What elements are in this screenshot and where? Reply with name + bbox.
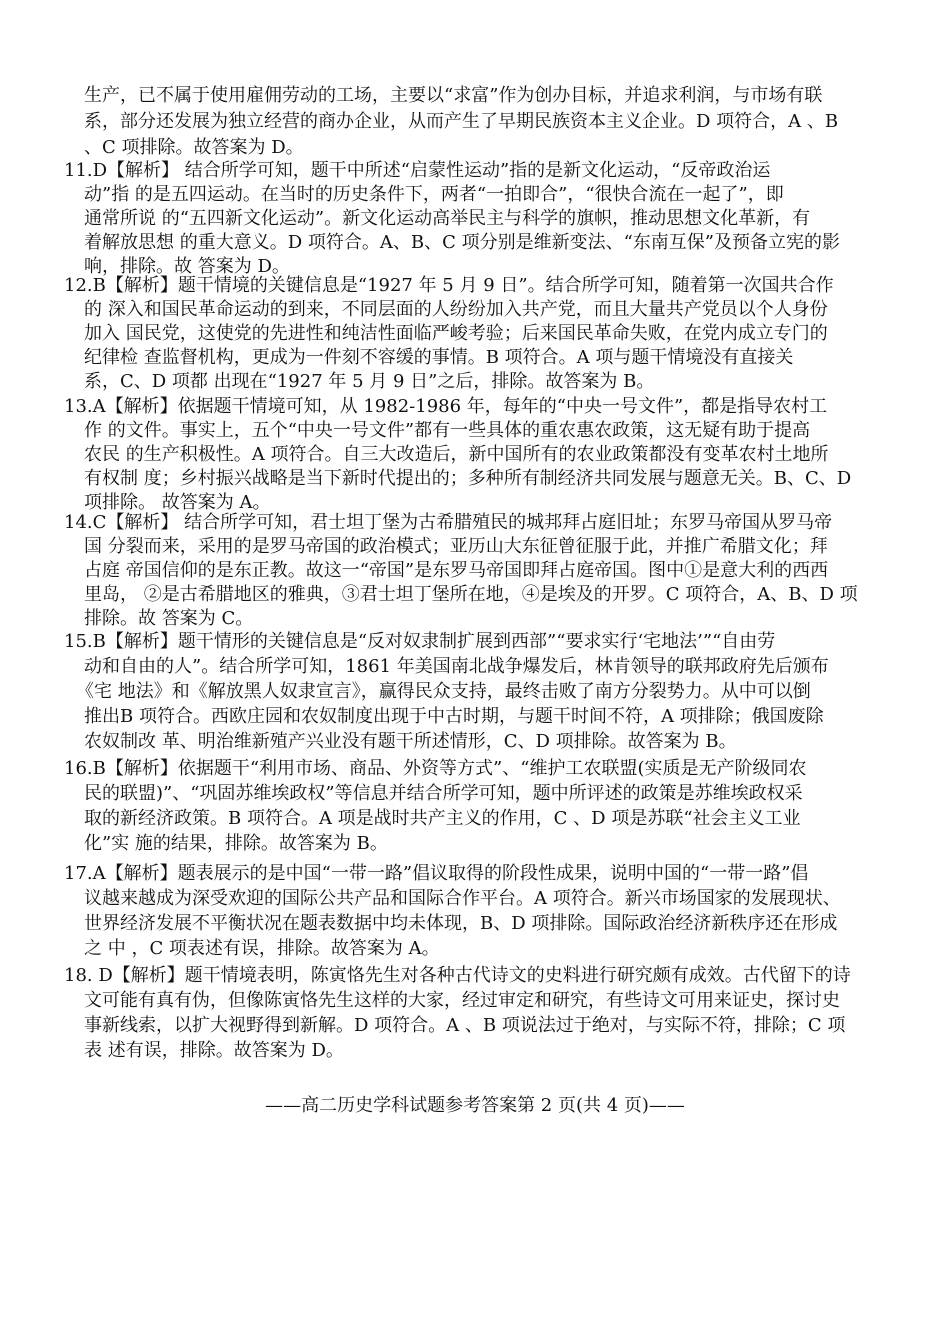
answer-13-line-4: 有权制 度；乡村振兴战略是当下新时代提出的；多种所有制经济共同发展与题意无关。B、C、D: [84, 468, 852, 489]
answer-10-line-2: 系，部分还发展为独立经营的商办企业，从而产生了早期民族资本主义企业。D 项符合，A 、B: [84, 111, 839, 132]
answer-10-line-3: 、C 项排除。故答案为 D。: [84, 137, 304, 158]
answer-11-line-5: 响，排除。故 答案为 D。: [84, 256, 290, 277]
answer-12-line-3: 加入 国民党，这使党的先进性和纯洁性面临严峻考验；后来国民革命失败，在党内成立专门的: [84, 323, 828, 344]
answer-16-line-4: 化”实 施的结果，排除。故答案为 B。: [84, 833, 388, 854]
answer-13-line-3: 农民 的生产积极性。A 项符合。自三大改造后，新中国所有的农业政策都没有变革农村土地所: [84, 444, 829, 465]
answer-14-line-2: 国 分裂而来，采用的是罗马帝国的政治模式；亚历山大东征曾征服于此，并推广希腊文化；拜: [84, 536, 828, 557]
answer-18-line-4: 表 述有误，排除。故答案为 D。: [84, 1040, 344, 1061]
answer-15-line-2: 动和自由的人”。结合所学可知，1861 年美国南北战争爆发后，林肯领导的联邦政府先后颁布: [84, 656, 829, 677]
answer-13-line-1: 13.A【解析】依据题干情境可知，从 1982-1986 年，每年的“中央一号文件”，都是指导农村工: [64, 396, 828, 417]
page-footer: ——高二历史学科试题参考答案第 2 页(共 4 页)——: [265, 1095, 685, 1116]
answer-11-line-2: 动”指 的是五四运动。在当时的历史条件下，两者“一拍即合”，“很快合流在一起了”，即: [84, 184, 784, 205]
answer-14-line-1: 14.C【解析】 结合所学可知，君士坦丁堡为古希腊殖民的城邦拜占庭旧址；东罗马帝国从罗马帝: [64, 512, 833, 533]
answer-11-line-1: 11.D【解析】 结合所学可知，题干中所述“启蒙性运动”指的是新文化运动，“反帝政治运: [64, 160, 771, 181]
answer-14-line-5: 排除。故 答案为 C。: [84, 608, 254, 629]
answer-18-line-3: 事新线索，以扩大视野得到新解。D 项符合。A 、B 项说法过于绝对，与实际不符，排除；C 项: [84, 1015, 846, 1036]
answer-18-line-1: 18. D【解析】题干情境表明，陈寅恪先生对各种古代诗文的史料进行研究颇有成效。古代留下的诗: [64, 965, 851, 986]
answer-12-line-4: 纪律检 查监督机构，更成为一件刻不容缓的事情。B 项符合。A 项与题干情境没有直接关: [84, 347, 794, 368]
answer-14-line-4: 里岛， ②是古希腊地区的雅典，③君士坦丁堡所在地，④是埃及的开罗。C 项符合，A、B、D 项: [84, 584, 858, 605]
answer-17-line-4: 之 中 ，C 项表述有误，排除。故答案为 A。: [84, 938, 440, 959]
answer-16-line-1: 16.B【解析】依据题干“利用市场、商品、外资等方式”、“维护工农联盟(实质是无产阶级同农: [64, 758, 807, 779]
answer-15-line-4: 推出B 项符合。西欧庄园和农奴制度出现于中古时期，与题干时间不符，A 项排除；俄国废除: [84, 706, 824, 727]
answer-15-line-1: 15.B【解析】题干情形的关键信息是“反对奴隶制扩展到西部”“要求实行‘宅地法’”“自由劳: [64, 631, 776, 652]
answer-17-line-2: 议越来越成为深受欢迎的国际公共产品和国际合作平台。A 项符合。新兴市场国家的发展现状、: [84, 888, 841, 909]
answer-12-line-5: 系，C、D 项都 出现在“1927 年 5 月 9 日”之后，排除。故答案为 B。: [84, 371, 655, 392]
answer-15-line-5: 农奴制改 革、明治维新殖产兴业没有题干所述情形，C、D 项排除。故答案为 B。: [84, 731, 737, 752]
answer-14-line-3: 占庭 帝国信仰的是东正教。故这一“帝国”是东罗马帝国即拜占庭帝国。图中①是意大利的西西: [84, 560, 829, 581]
answer-17-line-3: 世界经济发展不平衡状况在题表数据中均未体现，B、D 项排除。国际政治经济新秩序还在形成: [84, 913, 838, 934]
answer-18-line-2: 文可能有真有伪，但像陈寅恪先生这样的大家，经过审定和研究，有些诗文可用来证史，探讨史: [84, 990, 840, 1011]
answer-15-line-3: 《宅 地法》和《解放黑人奴隶宣言》，赢得民众支持，最终击败了南方分裂势力。从中可以倒: [76, 681, 811, 702]
answer-11-line-4: 着解放思想 的重大意义。D 项符合。A、B、C 项分别是维新变法、“东南互保”及预备立宪的影: [84, 232, 840, 253]
answer-12-line-1: 12.B【解析】题干情境的关键信息是“1927 年 5 月 9 日”。结合所学可知，随着第一次国共合作: [64, 275, 834, 296]
answer-13-line-5: 项排除。 故答案为 A。: [84, 492, 271, 513]
answer-11-line-3: 通常所说 的“五四新文化运动”。新文化运动高举民主与科学的旗帜，推动思想文化革新，有: [84, 208, 811, 229]
answer-10-line-1: 生产，已不属于使用雇佣劳动的工场，主要以“求富”作为创办目标，并追求利润，与市场有联: [84, 85, 823, 106]
answer-16-line-2: 民的联盟)”、“巩固苏维埃政权”等信息并结合所学可知，题中所评述的政策是苏维埃政权采: [84, 783, 803, 804]
answer-16-line-3: 取的新经济政策。B 项符合。A 项是战时共产主义的作用，C 、D 项是苏联“社会主义工业: [84, 808, 801, 829]
answer-17-line-1: 17.A【解析】题表展示的是中国“一带一路”倡议取得的阶段性成果，说明中国的“一带一路”倡: [64, 863, 809, 884]
answer-12-line-2: 的 深入和国民革命运动的到来，不同层面的人纷纷加入共产党，而且大量共产党员以个人身份: [84, 299, 828, 320]
answer-13-line-2: 作 的文件。事实上，五个“中央一号文件”都有一些具体的重农惠农政策，这无疑有助于提高: [84, 420, 811, 441]
